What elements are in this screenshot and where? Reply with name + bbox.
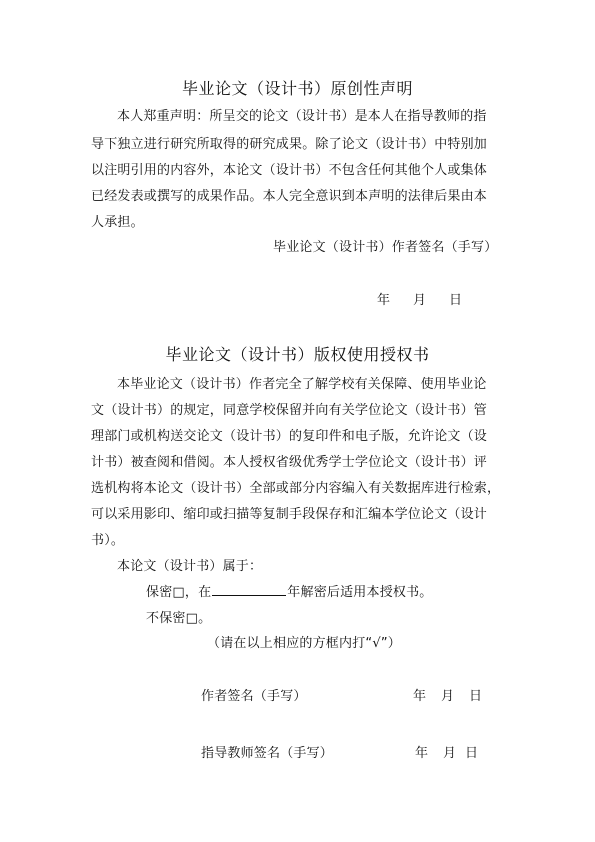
declaration-date-year: 年 bbox=[377, 293, 391, 308]
authorization-title: 毕业论文（设计书）版权使用授权书 bbox=[165, 345, 430, 364]
not-confidential-option: 不保密□。 bbox=[146, 611, 212, 626]
author-signature-label: 作者签名（手写） bbox=[201, 689, 307, 704]
declaration-line: 导下独立进行研究所取得的研究成果。除了论文（设计书）中特别加 bbox=[91, 137, 488, 152]
authorization-line: 可以采用影印、缩印或扫描等复制手段保存和汇编本学位论文（设计 bbox=[91, 507, 488, 522]
belongs-label: 本论文（设计书）属于： bbox=[117, 559, 263, 574]
supervisor-signature-label: 指导教师签名（手写） bbox=[201, 746, 334, 761]
authorization-line: 选机构将本论文（设计书）全部或部分内容编入有关数据库进行检索， bbox=[91, 481, 501, 496]
author-date-day: 日 bbox=[469, 689, 483, 704]
confidential-option bbox=[146, 581, 433, 600]
supervisor-date-day: 日 bbox=[465, 746, 479, 761]
confidential-prefix: 保密□，在 bbox=[146, 585, 212, 600]
authorization-line: 计书）被查阅和借阅。本人授权省级优秀学士学位论文（设计书）评 bbox=[91, 455, 488, 470]
declaration-line: 本人郑重声明：所呈交的论文（设计书）是本人在指导教师的指 bbox=[117, 109, 487, 124]
authorization-line: 文（设计书）的规定，同意学校保留并向有关学位论文（设计书）管 bbox=[91, 403, 488, 418]
supervisor-date-month: 月 bbox=[443, 746, 457, 761]
declaration-date-day: 日 bbox=[449, 293, 463, 308]
declaration-title: 毕业论文（设计书）原创性声明 bbox=[181, 79, 413, 98]
decrypt-year-blank[interactable] bbox=[212, 583, 286, 596]
authorization-line: 理部门或机构送交论文（设计书）的复印件和电子版，允许论文（设 bbox=[91, 429, 488, 444]
authorization-line: 本毕业论文（设计书）作者完全了解学校有关保障、使用毕业论 bbox=[117, 377, 487, 392]
declaration-line: 以注明引用的内容外，本论文（设计书）不包含任何其他个人或集体 bbox=[91, 163, 488, 178]
author-date-month: 月 bbox=[441, 689, 455, 704]
supervisor-date-year: 年 bbox=[415, 746, 429, 761]
declaration-line: 人承担。 bbox=[91, 215, 144, 230]
declaration-date-month: 月 bbox=[413, 293, 427, 308]
declaration-signature-label: 毕业论文（设计书）作者签名（手写） bbox=[273, 240, 498, 255]
checkbox-instruction: （请在以上相应的方框内打“√”） bbox=[207, 636, 401, 651]
declaration-line: 已经发表或撰写的成果作品。本人完全意识到本声明的法律后果由本 bbox=[91, 189, 488, 204]
author-date-year: 年 bbox=[413, 689, 427, 704]
confidential-suffix: 年解密后适用本授权书。 bbox=[287, 585, 433, 600]
authorization-line: 书）。 bbox=[91, 533, 125, 548]
